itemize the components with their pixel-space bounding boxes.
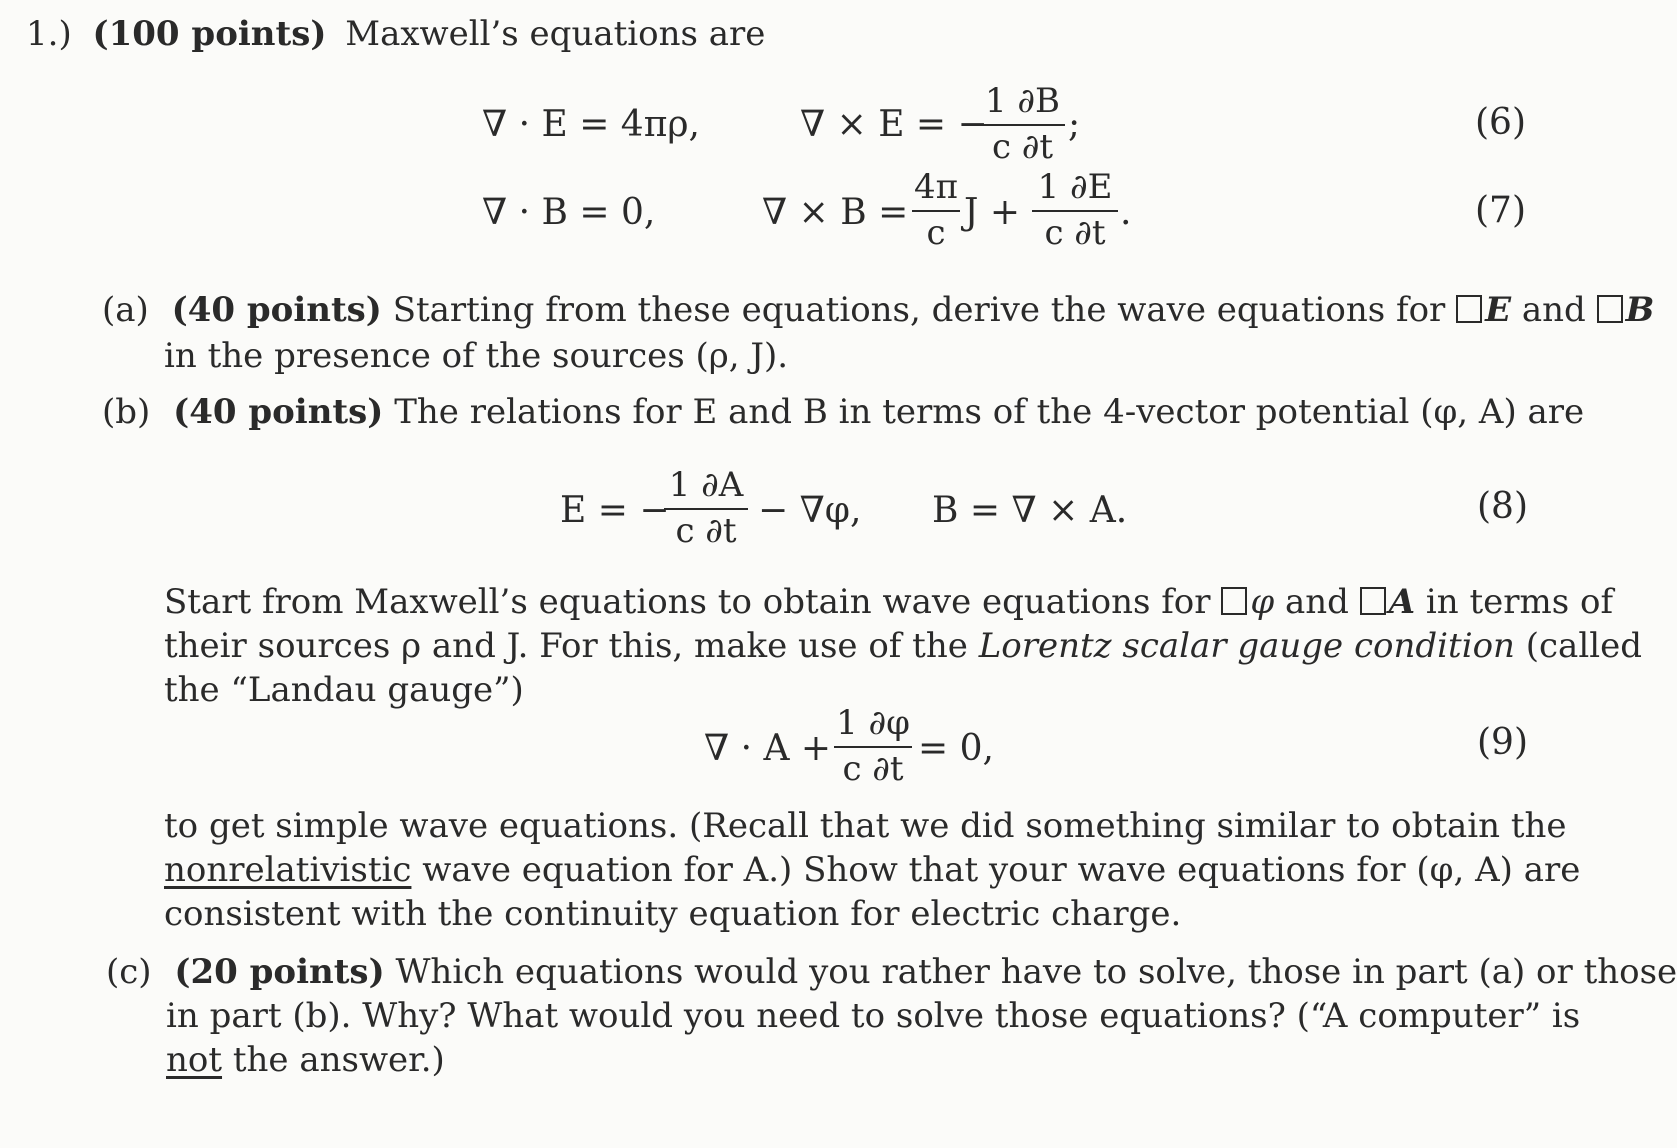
eq6-left: ∇ · E = 4πρ, (482, 104, 700, 145)
para1-l1-phi: φ (1250, 582, 1275, 622)
eq6-fraction (980, 81, 1065, 167)
eq9-frac-num: 1 ∂φ (836, 703, 910, 743)
eq7-tail: . (1120, 192, 1132, 233)
eq7-frac1-den: c (926, 213, 946, 253)
para1-l2-a: their sources ρ and J. For this, make use of the (164, 626, 968, 666)
part-a-B: B (1625, 290, 1655, 330)
eq8-fraction (664, 465, 748, 551)
eq6-frac-num: 1 ∂B (984, 81, 1060, 121)
eq9-frac-den: c ∂t (842, 749, 904, 789)
part-b-text-1: The relations for E and B in terms of the 4-vector potential (φ, A) are (394, 392, 1585, 432)
part-c-line-3 (166, 1040, 445, 1080)
problem-number: 1.) (26, 14, 72, 54)
para2-l2-rest: wave equation for A.) Show that your wave equations for (φ, A) are (422, 850, 1581, 890)
eq7-fraction-2 (1032, 167, 1118, 253)
para1-l1-A: A (1388, 582, 1416, 622)
part-c-label: (c) (106, 952, 152, 992)
part-c-points: (20 points) (174, 952, 385, 992)
eq9-number: (9) (1477, 722, 1528, 763)
part-a-and: and (1521, 290, 1586, 330)
para1-l2-b: (called (1525, 626, 1642, 666)
eq8-frac-den: c ∂t (675, 511, 737, 551)
eq7-right-lhs: ∇ × B = (762, 192, 909, 233)
dalembertian-box-symbol (1597, 295, 1623, 323)
part-b-para-1-line-2 (164, 626, 1642, 666)
eq8-right: B = ∇ × A. (932, 490, 1128, 531)
para1-l1-b: in terms of (1425, 582, 1614, 622)
eq6-tail: ; (1068, 104, 1081, 145)
eq8-number: (8) (1477, 486, 1528, 527)
eq9-lhs: ∇ · A + (704, 728, 832, 769)
part-b-para-1-line-3: the “Landau gauge”) (164, 670, 524, 710)
eq7-fraction-1 (912, 167, 960, 253)
part-b-points: (40 points) (173, 392, 384, 432)
part-a-label: (a) (102, 290, 149, 330)
eq6-number: (6) (1475, 102, 1526, 143)
part-b-label: (b) (102, 392, 151, 432)
para1-l1-a: Start from Maxwell’s equations to obtain wave equations for (164, 582, 1211, 622)
eq8-mid: − ∇φ, (758, 490, 862, 531)
para1-l2-italic: Lorentz scalar gauge condition (978, 626, 1515, 666)
eq7-frac1-num: 4π (914, 167, 958, 207)
part-b-para-2-line-2 (164, 850, 1580, 890)
part-b-para-2-line-3: consistent with the continuity equation for electric charge. (164, 894, 1182, 934)
problem-intro: Maxwell’s equations are (345, 14, 766, 54)
eq7-frac2-num: 1 ∂E (1037, 167, 1113, 207)
eq6-right-lhs: ∇ × E = − (800, 104, 988, 145)
dalembertian-box-symbol (1221, 587, 1247, 615)
part-c-underlined-word: not (166, 1040, 223, 1080)
eq9-rhs: = 0, (918, 728, 994, 769)
part-c-line-1 (106, 952, 1677, 992)
eq8-frac-num: 1 ∂A (668, 465, 744, 505)
dalembertian-box-symbol (1360, 587, 1386, 615)
part-c-l3-rest: the answer.) (232, 1040, 445, 1080)
para1-l1-and: and (1284, 582, 1349, 622)
part-a-line-1 (102, 290, 1654, 330)
problem-header (26, 14, 765, 54)
dalembertian-box-symbol (1456, 295, 1482, 323)
eq7-number: (7) (1475, 190, 1526, 231)
part-a-text-2: in the presence of the sources (ρ, J). (164, 336, 789, 376)
para2-underlined-word: nonrelativistic (164, 850, 412, 890)
eq7-left: ∇ · B = 0, (482, 192, 656, 233)
part-c-text-1: Which equations would you rather have to solve, those in part (a) or those (395, 952, 1677, 992)
part-a-E: E (1485, 290, 1512, 330)
part-c-line-2: in part (b). Why? What would you need to solve those equations? (“A computer” is (166, 996, 1581, 1036)
eq7-frac2-den: c ∂t (1044, 213, 1106, 253)
eq7-mid: J + (964, 192, 1021, 233)
part-a-points: (40 points) (171, 290, 382, 330)
problem-points: (100 points) (92, 14, 327, 54)
eq8-lhs: E = − (560, 490, 670, 531)
part-b-para-1-line-1 (164, 582, 1613, 622)
part-b-line-1 (102, 392, 1584, 432)
part-b-para-2-line-1: to get simple wave equations. (Recall that we did something similar to obtain the (164, 806, 1567, 846)
eq9-fraction (834, 703, 912, 789)
part-a-text-1: Starting from these equations, derive the wave equations for (392, 290, 1446, 330)
eq6-frac-den: c ∂t (991, 127, 1054, 167)
